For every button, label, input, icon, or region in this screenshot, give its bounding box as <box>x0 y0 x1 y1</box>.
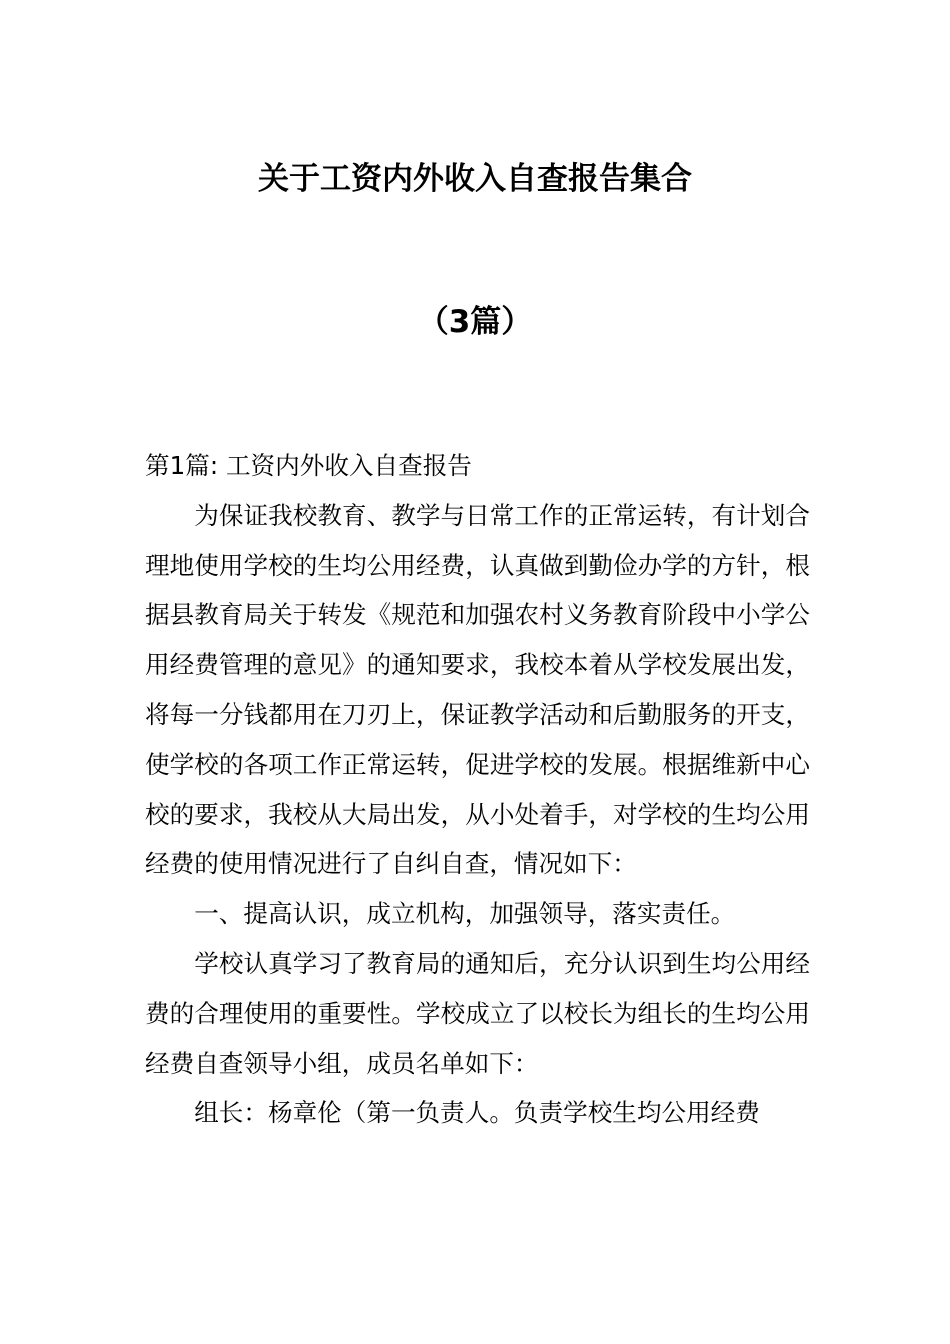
paragraph-intro: 为保证我校教育、教学与日常工作的正常运转，有计划合理地使用学校的生均公用经费，认真做到勤俭办学的方针，根据县教育局关于转发《规范和加强农村义务教育阶段中小学公用经费管理的意见》的通知要求，我校本着从学校发展出发，将每一分钱都用在刀刃上，保证教学活动和后勤服务的开支，使学校的各项工作正常运转，促进学校的发展。根据维新中心校的要求，我校从大局出发，从小处着手，对学校的生均公用经费的使用情况进行了自纠自查，情况如下： <box>145 500 810 879</box>
paragraph-group-leader: 组长：杨章伦（第一负责人。负责学校生均公用经费 <box>194 1098 760 1128</box>
document-title: 关于工资内外收入自查报告集合 <box>258 161 692 197</box>
document-body <box>145 441 810 1138</box>
paragraph-section-one-heading: 一、提高认识，成立机构，加强领导，落实责任。 <box>194 899 736 929</box>
document-subtitle: （3篇） <box>417 304 533 340</box>
paragraph-study: 学校认真学习了教育局的通知后，充分认识到生均公用经费的合理使用的重要性。学校成立了以校长为组长的生均公用经费自查领导小组，成员名单如下： <box>145 948 810 1078</box>
section-heading: 第1篇: 工资内外收入自查报告 <box>145 451 472 480</box>
